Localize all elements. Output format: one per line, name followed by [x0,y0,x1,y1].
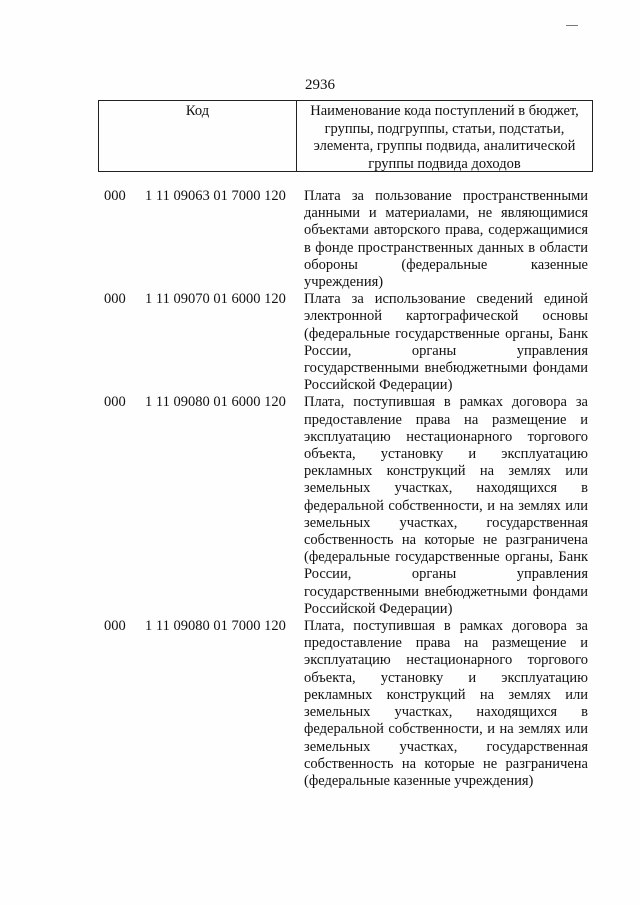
revenue-code: 1 11 09080 01 6000 120 [145,394,286,411]
header-table [98,100,593,172]
revenue-description: Плата, поступившая в рамках договора за предоставление права на размещение и эксплуатацию нестационарного торгового объекта, установку и эксплуатацию рекламных конструкций на землях или земельных участках, находящихся в федеральной собственности, и на землях или земельных участках, государственная собственность на которые не разграничена (федеральные казенные учреждения) [304,618,588,789]
revenue-description: Плата, поступившая в рамках договора за предоставление права на размещение и эксплуатацию нестационарного торгового объекта, установку и эксплуатацию рекламных конструкций на землях или земельных участках, находящихся в федеральной собственности, и на землях или земельных участках, государственная собственность на которые не разграничена (федеральные государственные органы, Банк России, органы управления государственными внебюджетными фондами Российской Федерации) [304,394,588,617]
table-row [0,394,640,618]
page-number: 2936 [305,77,335,93]
revenue-code-list [0,188,640,790]
header-code-label: Код [99,101,297,171]
table-row [0,188,640,291]
table-row [0,291,640,394]
admin-code: 000 [104,291,126,308]
admin-code: 000 [104,618,126,635]
revenue-description: Плата за использование сведений единой электронной картографической основы (федеральные государственные органы, Банк России, органы управления государственными внебюджетными фондами Российской Федерации) [304,291,588,394]
revenue-code: 1 11 09070 01 6000 120 [145,291,286,308]
header-name-label: Наименование кода поступлений в бюджет, группы, подгруппы, статьи, подстатьи, элемента, группы подвида, аналитической группы подвида доходов [310,103,579,172]
revenue-description: Плата за пользование пространственными данными и материалами, не являющимися объектами авторского права, содержащимися в фонде пространственных данных в области обороны (федеральные казенные учреждения) [304,188,588,291]
admin-code: 000 [104,394,126,411]
admin-code: 000 [104,188,126,204]
revenue-code: 1 11 09063 01 7000 120 [145,188,286,204]
revenue-code: 1 11 09080 01 7000 120 [145,618,286,635]
scan-mark [566,25,578,26]
table-row [0,618,640,790]
